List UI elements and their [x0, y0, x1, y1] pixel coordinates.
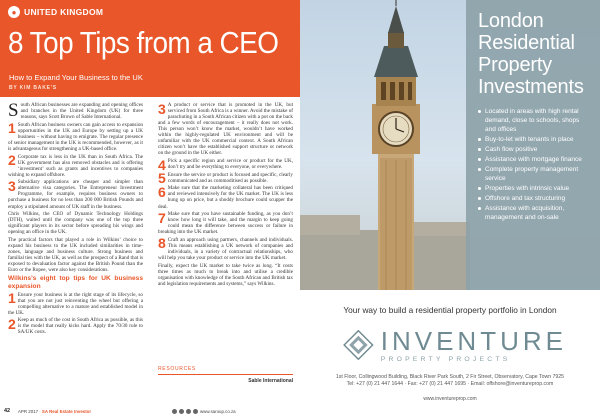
- column-1: [8, 102, 143, 337]
- tip-number: 1: [8, 291, 16, 307]
- twitter-icon[interactable]: [179, 409, 184, 414]
- ad-address: 1st Floor, Collingwood Building, Black River Park South, 2 Fir Street, Observatory, Cape Town 7925: [335, 374, 565, 380]
- section-subhead: Wilkins’s eight top tips for UK business expansion: [8, 275, 143, 290]
- article-title: 8 Top Tips from a CEO: [8, 25, 279, 60]
- advertisement-page: [300, 0, 600, 419]
- reason-number: 3: [8, 179, 16, 194]
- ad-bullet: Assistance with acquisition, management and on-sale: [478, 204, 588, 222]
- reason-number: 2: [8, 153, 16, 169]
- tip-item: 2 Keep as much of the cost in South Africa as possible, as this is the model that really kicks hard. Apply the 70/30 rule to SA/UK costs.: [8, 317, 143, 336]
- social-icons: [172, 409, 198, 414]
- ad-bullet: Cash flow positive: [478, 145, 588, 154]
- inventure-logo-mark-icon: [342, 322, 375, 368]
- ad-info-panel: [466, 0, 600, 290]
- ad-bullet: Properties with intrinsic value: [478, 184, 588, 193]
- issue-info: APR 2017 · SA Real Estate Investor: [18, 409, 92, 414]
- tip-number: 5: [158, 171, 166, 186]
- tip-item: 6 Make sure that the marketing collateral has been critiqued and reviewed intensively for the UK market. The UK is less hung up on price, but a shoddy brochure could scupper the deal.: [158, 185, 293, 210]
- footer-website[interactable]: www.saroup.co.za: [200, 409, 236, 414]
- globe-icon: ●: [8, 6, 20, 18]
- paragraph-chris: Chris Wilkins, the CEO of Dynamic Technology Holdings (DTH), waited until the company was one of the top three significant players in its sector before spreading his wings and opening an office in the UK.: [8, 211, 143, 236]
- tip-item: 3 A product or service that is promoted in the UK, but serviced from South Africa is a winner. Avoid the mistake of parachuting in a South African citizen with a pot on the back and a few words of encouragement – it really does not work. This person won’t know the market, wouldn’t have worked within the highly-regulated UK environment and will be unfamiliar with the UK commercial context. A South African citizen won’t have the established support structure or network on the ground in the UK either.: [158, 102, 293, 157]
- paragraph-factors: The practical factors that played a role in Wilkins’ choice to expand his business to the UK included similarities in time-zones, language and business culture. Strong business and familial ties with the UK, as well as the prospect of a Rand that is exposed to devaluation factor against the British Pound than the Euro or the Rupee, were also key considerations.: [8, 236, 143, 274]
- tip-number: 6: [158, 185, 166, 200]
- logo-text: [381, 327, 567, 363]
- ad-headline: London Residential Property Investments: [478, 10, 584, 98]
- ad-bullet: Complete property management service: [478, 165, 588, 183]
- column-2: [158, 102, 293, 289]
- ad-bullet: Offshore and tax structuring: [478, 194, 588, 203]
- page-number: 42: [4, 408, 11, 414]
- article-subtitle: How to Expand Your Business to the UK: [9, 73, 143, 82]
- tip-item: 4 Pick a specific region and service or product for the UK, don’t try and be everything to everyone, or everywhere.: [158, 158, 293, 172]
- ad-bullet: Assistance with mortgage finance: [478, 155, 588, 164]
- drop-cap: S: [8, 100, 19, 121]
- resources-source: Sable International: [248, 378, 293, 384]
- article-header: [0, 0, 300, 97]
- reason-item: 2 Corporate tax is less in the UK than in South Africa. The UK government has also removed obstacles and is offering ‘investment’ such as grants and incentives to companies wishing to expand offshore.: [8, 153, 143, 178]
- reason-item: 3 Subsidiary applications are cheaper and simpler than alternative visa categories. The Entrepreneur Investment Programme, for example, requires business owners to purchase a business for no less than 200 000 British Pounds and employ a stipulated amount of UK staff in the business.: [8, 179, 143, 210]
- ad-tagline: Your way to build a residential property portfolio in London: [343, 305, 557, 315]
- logo-subtitle: PROPERTY PROJECTS: [380, 356, 511, 363]
- intro-paragraph: South African businesses are expanding and opening offices and branches in the United Kingdom (UK) for three reasons, says Scott Brown of Sable International.: [8, 100, 143, 121]
- big-ben-photo: [300, 0, 600, 290]
- tip-item: 7 Make sure that you have sustainable funding, as you don’t know how long it will take, and the margin to keep going could mean the difference between success or failure in breaking into the UK market.: [158, 211, 293, 236]
- tip-item: 8 Craft an approach using partners, channels and individuals. This means establishing a UK network of companies and individuals, in a variety of contractual relationships, who will help you take your product or service into the UK market.: [158, 236, 293, 262]
- tip-number: 2: [8, 317, 16, 332]
- resources-label: RESOURCES: [158, 366, 293, 375]
- category-label: UNITED KINGDOM: [24, 7, 104, 17]
- facebook-icon[interactable]: [172, 409, 177, 414]
- tip-number: 7: [158, 211, 166, 226]
- category-row: [8, 6, 103, 18]
- reason-number: 1: [8, 121, 16, 137]
- tip-item: 1 Ensure your business is at the right stage of its lifecycle, so that you are not just reinventing the wheel but offering a compelling alternative to a mature and established model in the UK.: [8, 291, 143, 316]
- linkedin-icon[interactable]: [186, 409, 191, 414]
- inventure-logo: [342, 322, 567, 368]
- ad-phone-email[interactable]: Tel: +27 (0) 21 447 1644 · Fax: +27 (0) 21 447 1695 · Email: offshore@inventureprop.com: [346, 381, 554, 387]
- tip-number: 8: [158, 236, 166, 252]
- closing-paragraph: Finally, expect the UK market to take twice as long. “It costs three times as much to break into and utilise a credible organisation with knowledge of the South African and British tax and legislation requirements and systems,” says Wilkins.: [158, 262, 293, 287]
- web-icon[interactable]: [193, 409, 198, 414]
- ad-website[interactable]: www.inventureprop.com: [423, 396, 477, 402]
- tip-item: 5 Ensure the service or product is focused and specific, clearly communicated and as commoditised as possible.: [158, 171, 293, 186]
- ad-bullet: Located in areas with high rental demand, close to schools, shops and offices: [478, 107, 588, 134]
- byline: BY KIM BAKE'S: [9, 85, 57, 91]
- page-footer: [0, 405, 300, 419]
- ad-bullet: Buy-to-let with tenants in place: [478, 135, 588, 144]
- tip-number: 3: [158, 102, 166, 117]
- ad-bullet-list: [478, 107, 588, 222]
- reason-item: 1 South African business owners can gain access to expansion opportunities in the UK and Europe by setting up a UK business – without having to emigrate. The regular presence of senior management in the UK is recommended, however, as it is advantageous for strengthening a UK-based office.: [8, 121, 143, 152]
- tip-number: 4: [158, 158, 166, 172]
- ad-contact: [306, 374, 594, 388]
- logo-name: INVENTURE: [380, 326, 567, 356]
- article-body: [8, 102, 295, 402]
